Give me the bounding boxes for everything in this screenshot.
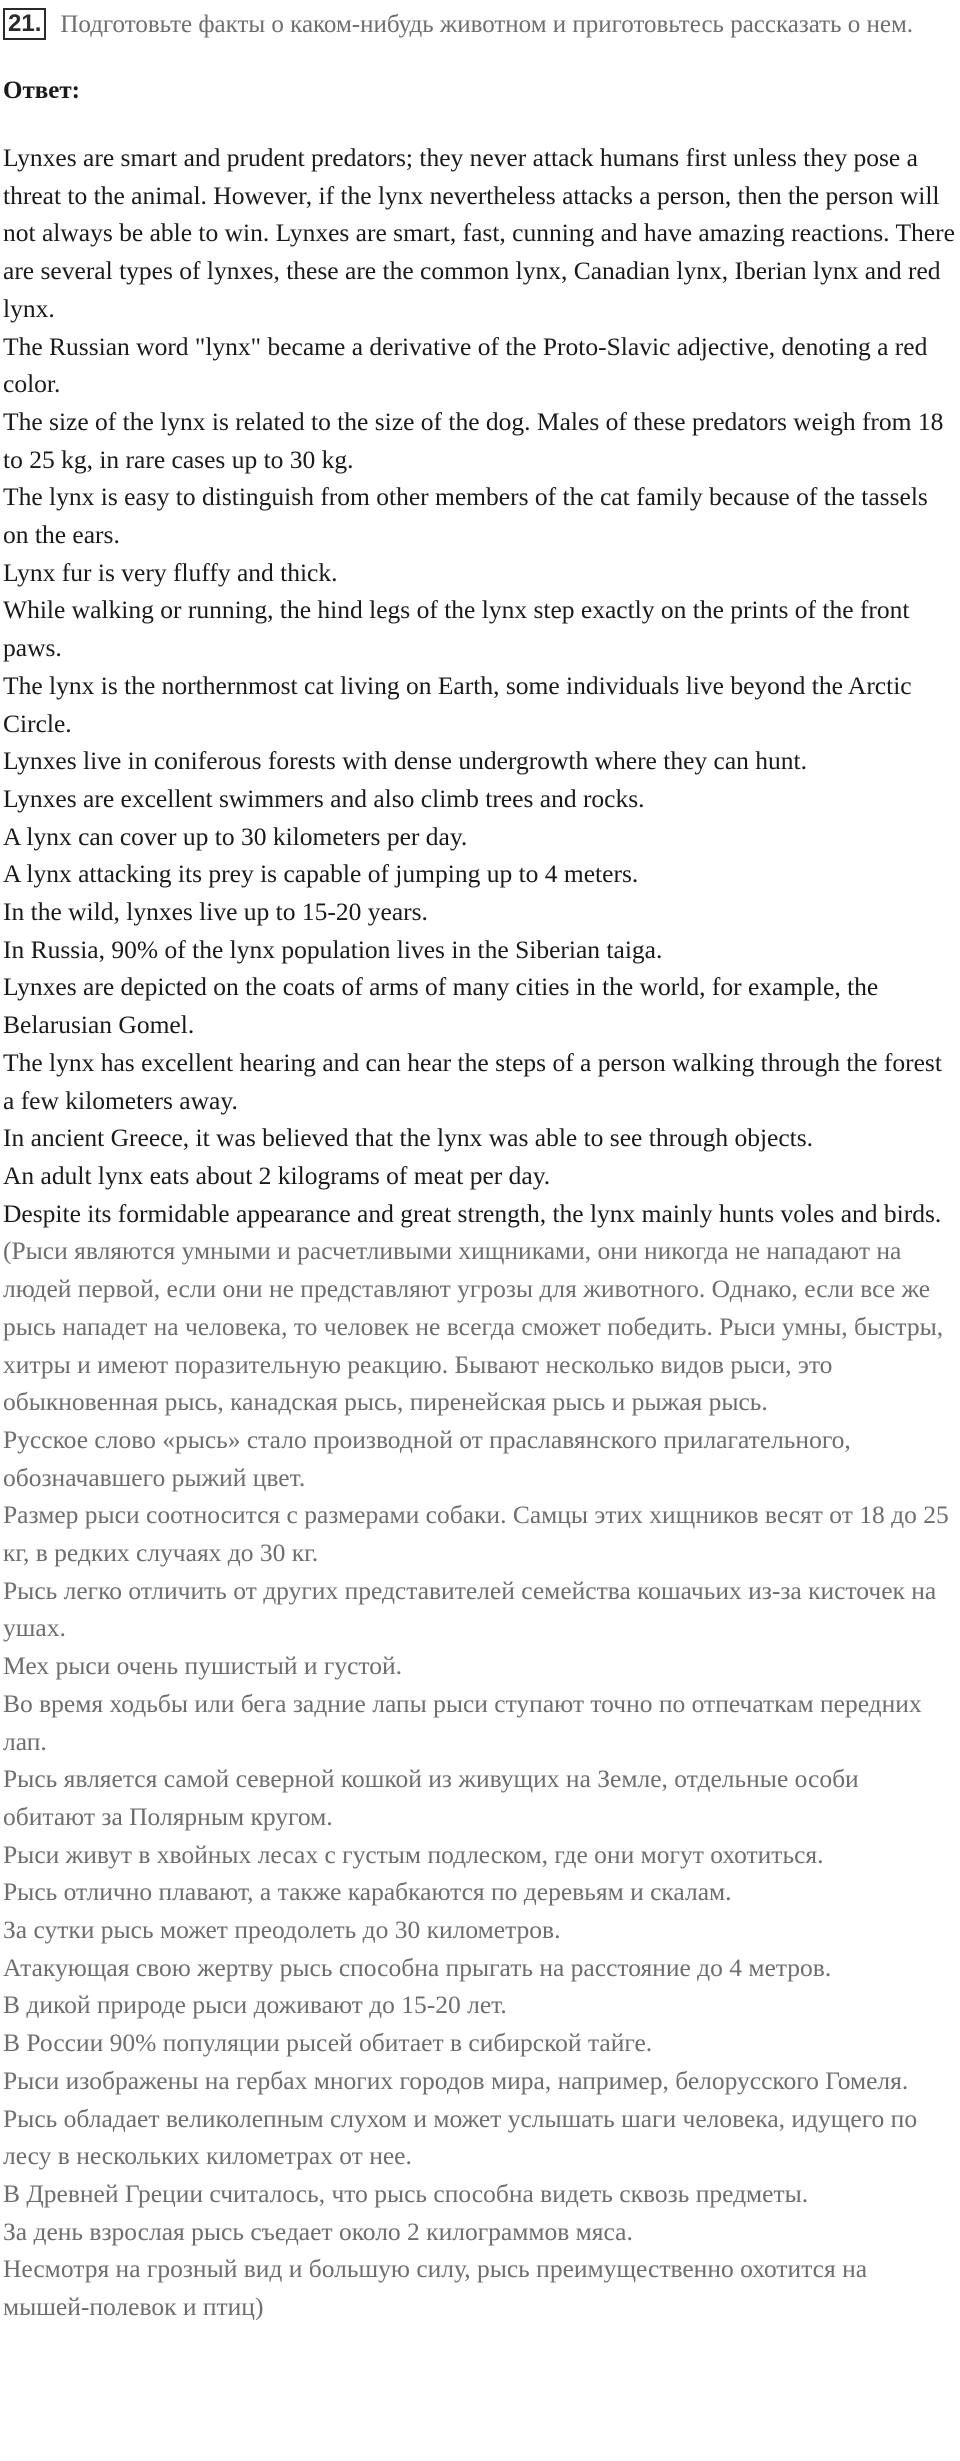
en-paragraph: An adult lynx eats about 2 kilograms of meat per day. <box>3 1160 551 1190</box>
answer-heading: Ответ: <box>3 77 80 104</box>
en-paragraph: A lynx attacking its prey is capable of jumping up to 4 meters. <box>3 859 639 889</box>
ru-paragraph: Русское слово «рысь» стало производной от праславянского прилагательного, обозначавшего рыжий цвет. <box>3 1424 851 1492</box>
ru-paragraph: Рыси изображены на гербах многих городов мира, например, белорусского Гомеля. <box>3 2065 909 2095</box>
en-paragraph: Lynxes are excellent swimmers and also climb trees and rocks. <box>3 783 645 813</box>
ru-paragraph: Несмотря на грозный вид и большую силу, рысь преимущественно охотится на мышей-полевок и птиц) <box>3 2254 868 2322</box>
ru-paragraph: Рысь является самой северной кошкой из живущих на Земле, отдельные особи обитают за Полярным кругом. <box>3 1764 859 1831</box>
en-paragraph: In Russia, 90% of the lynx population lives in the Siberian taiga. <box>3 934 663 964</box>
ru-paragraph: Мех рыси очень пушистый и густой. <box>3 1651 402 1681</box>
en-paragraph: In ancient Greece, it was believed that the lynx was able to see through objects. <box>3 1123 814 1153</box>
ru-paragraph: Атакующая свою жертву рысь способна прыгать на расстояние до 4 метров. <box>3 1952 832 1982</box>
task-number: 21. <box>3 8 46 40</box>
en-paragraph: Lynxes live in coniferous forests with dense undergrowth where they can hunt. <box>3 746 807 776</box>
en-paragraph: The size of the lynx is related to the size of the dog. Males of these predators weigh from 18 to 25 kg, in rare cases up to 30 kg. <box>3 406 944 474</box>
task-prompt: Подготовьте факты о каком-нибудь животном и приготовьтесь рассказать о нем. <box>60 11 914 38</box>
en-paragraph: A lynx can cover up to 30 kilometers per day. <box>3 821 468 851</box>
ru-paragraph: (Рыси являются умными и расчетливыми хищниками, они никогда не нападают на людей первой, если они не представляют угрозы для животного. Однако, если все же рысь нападет на человека, то человек не всегда сможет победить. Рыси умны, быстры, хитры и имеют поразительную реакцию. Бывают несколько видов рыси, это обыкновенная рысь, канадская рысь, пиренейская рысь и рыжая рысь. <box>3 1236 944 1417</box>
ru-paragraph: Рысь легко отличить от других представителей семейства кошачьих из-за кисточек на ушах. <box>3 1575 937 1643</box>
en-paragraph: Lynx fur is very fluffy and thick. <box>3 557 338 587</box>
ru-paragraph: Рысь отлично плавают, а также карабкаются по деревьям и скалам. <box>3 1877 732 1907</box>
ru-paragraph: В России 90% популяции рысей обитает в сибирской тайге. <box>3 2028 653 2058</box>
english-text <box>3 139 956 1232</box>
en-paragraph: The lynx has excellent hearing and can hear the steps of a person walking through the forest a few kilometers away. <box>3 1047 942 1115</box>
en-paragraph: Despite its formidable appearance and great strength, the lynx mainly hunts voles and birds. <box>3 1198 942 1228</box>
en-paragraph: Lynxes are depicted on the coats of arms of many cities in the world, for example, the Belarusian Gomel. <box>3 972 879 1040</box>
ru-paragraph: Во время ходьбы или бега задние лапы рыси ступают точно по отпечаткам передних лап. <box>3 1688 922 1756</box>
en-paragraph: The lynx is easy to distinguish from other members of the cat family because of the tassels on the ears. <box>3 482 928 550</box>
ru-paragraph: Рыси живут в хвойных лесах с густым подлеском, где они могут охотиться. <box>3 1839 824 1869</box>
ru-paragraph: Размер рыси соотносится с размерами собаки. Самцы этих хищников весят от 18 до 25 кг, в редких случаях до 30 кг. <box>3 1500 949 1568</box>
ru-paragraph: В Древней Греции считалось, что рысь способна видеть сквозь предметы. <box>3 2178 809 2208</box>
russian-translation <box>3 1232 956 2325</box>
en-paragraph: While walking or running, the hind legs of the lynx step exactly on the prints of the front paws. <box>3 595 910 663</box>
task-statement <box>3 6 956 43</box>
ru-paragraph: В дикой природе рыси доживают до 15-20 лет. <box>3 1990 507 2020</box>
ru-paragraph: Рысь обладает великолепным слухом и может услышать шаги человека, идущего по лесу в нескольких километрах от нее. <box>3 2103 918 2171</box>
en-paragraph: The lynx is the northernmost cat living on Earth, some individuals live beyond the Arctic Circle. <box>3 670 912 738</box>
en-paragraph: In the wild, lynxes live up to 15-20 years. <box>3 897 428 927</box>
en-paragraph: The Russian word "lynx" became a derivative of the Proto-Slavic adjective, denoting a red color. <box>3 331 928 399</box>
ru-paragraph: За сутки рысь может преодолеть до 30 километров. <box>3 1915 561 1945</box>
ru-paragraph: За день взрослая рысь съедает около 2 килограммов мяса. <box>3 2216 633 2246</box>
en-paragraph: Lynxes are smart and prudent predators; they never attack humans first unless they pose a threat to the animal. However, if the lynx nevertheless attacks a person, then the person will not always be able to win. Lynxes are smart, fast, cunning and have amazing reactions. There are several types of lynxes, these are the common lynx, Canadian lynx, Iberian lynx and red lynx. <box>3 143 955 323</box>
